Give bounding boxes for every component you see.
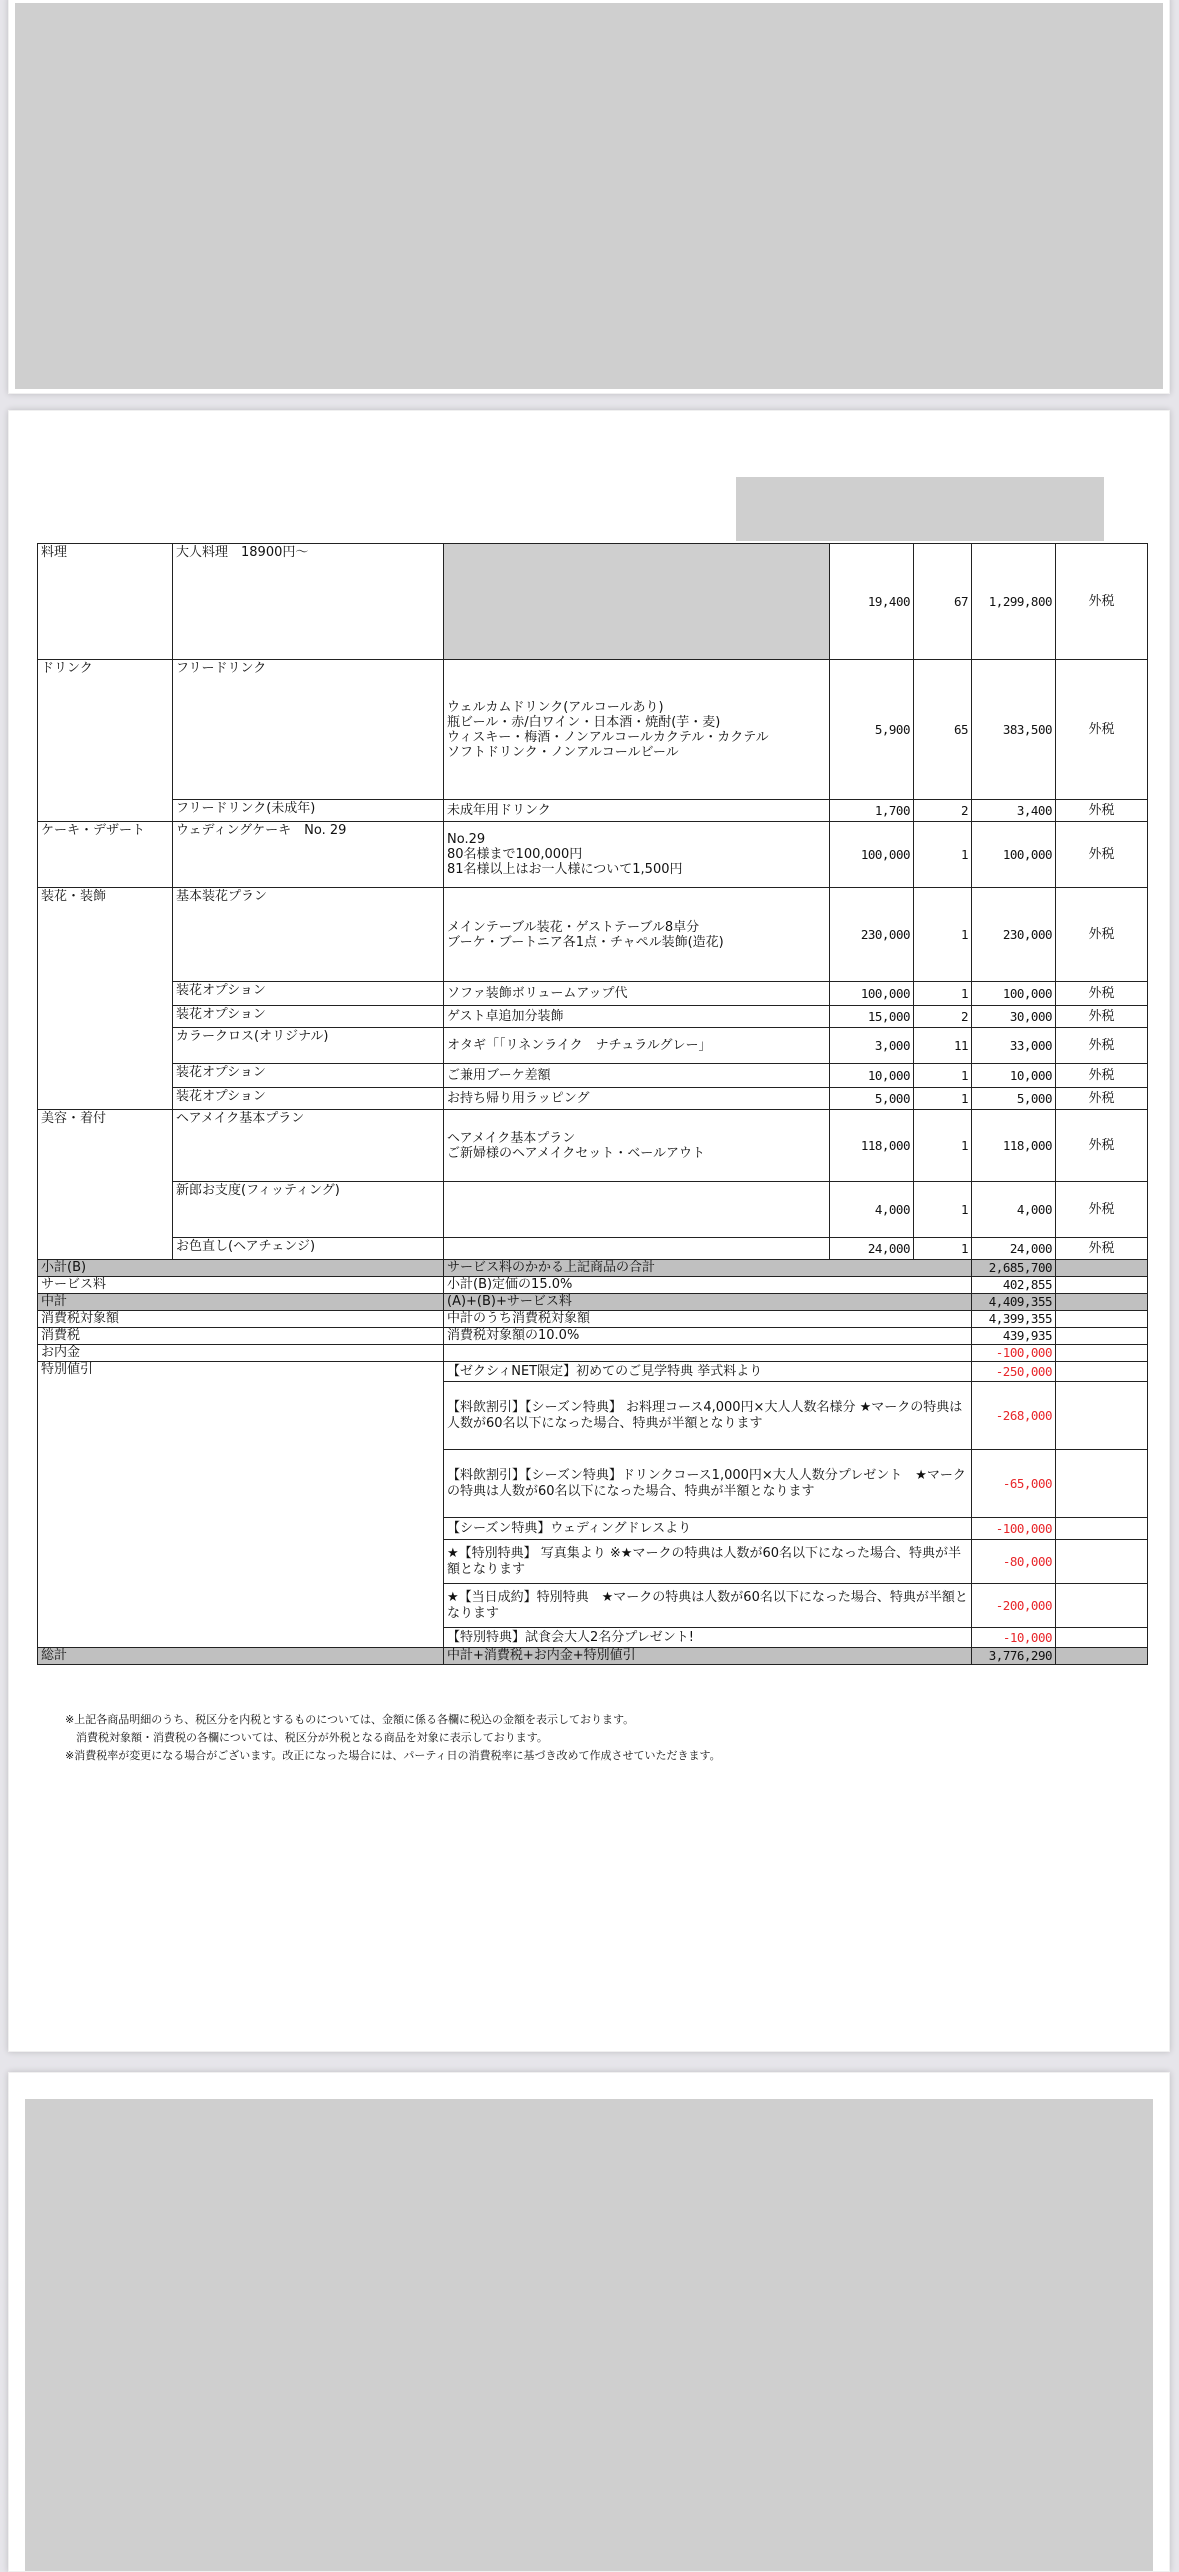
tax-type-cell: 外税 — [1056, 888, 1148, 982]
summary-row — [38, 1294, 1148, 1311]
discount-label: 特別値引 — [38, 1362, 444, 1648]
unit-price-cell: 100,000 — [830, 982, 914, 1006]
unit-price-cell: 1,700 — [830, 800, 914, 822]
tax-type-cell: 外税 — [1056, 660, 1148, 800]
quantity-cell: 2 — [914, 1006, 972, 1028]
amount-cell: 100,000 — [972, 822, 1056, 888]
discount-blank — [1056, 1540, 1148, 1584]
discount-amount: -268,000 — [972, 1382, 1056, 1450]
summary-amount: 4,409,355 — [972, 1294, 1056, 1311]
item-name-cell: カラークロス(オリジナル) — [173, 1028, 444, 1064]
amount-cell: 4,000 — [972, 1182, 1056, 1238]
description-cell: ウェルカムドリンク(アルコールあり) 瓶ビール・赤/白ワイン・日本酒・焼酎(芋・麦) ウィスキー・梅酒・ノンアルコールカクテル・カクテル ソフトドリンク・ノンアルコールビール — [444, 660, 830, 800]
summary-amount: 4,399,355 — [972, 1311, 1056, 1328]
summary-amount: 2,685,700 — [972, 1260, 1056, 1277]
summary-blank — [1056, 1277, 1148, 1294]
unit-price-cell: 3,000 — [830, 1028, 914, 1064]
redacted-region — [15, 3, 1163, 389]
total-row — [38, 1648, 1148, 1665]
description-cell: ソファ装飾ボリュームアップ代 — [444, 982, 830, 1006]
description-cell: ご兼用ブーケ差額 — [444, 1064, 830, 1088]
line-item-row — [38, 800, 1148, 822]
summary-row — [38, 1277, 1148, 1294]
amount-cell: 118,000 — [972, 1110, 1056, 1182]
footnote: ※消費税率が変更になる場合がございます。改正になった場合には、パーティ日の消費税率に基づき改めて作成させていただきます。 — [65, 1749, 721, 1762]
total-label: 総計 — [38, 1648, 444, 1665]
discount-blank — [1056, 1628, 1148, 1648]
summary-label: 小計(B) — [38, 1260, 444, 1277]
discount-amount: -65,000 — [972, 1450, 1056, 1518]
discount-description: ★【当日成約】特別特典 ★マークの特典は人数が60名以下になった場合、特典が半額となります — [444, 1584, 972, 1628]
description-cell: メインテーブル装花・ゲストテーブル8卓分 ブーケ・ブートニア各1点・チャペル装飾(造花) — [444, 888, 830, 982]
item-name-cell: 装花オプション — [173, 1064, 444, 1088]
discount-amount: -200,000 — [972, 1584, 1056, 1628]
line-item-row — [38, 1110, 1148, 1182]
quantity-cell: 67 — [914, 544, 972, 660]
item-name-cell: 装花オプション — [173, 1088, 444, 1110]
description-cell: 未成年用ドリンク — [444, 800, 830, 822]
discount-amount: -250,000 — [972, 1362, 1056, 1382]
discount-row — [38, 1362, 1148, 1382]
quantity-cell: 2 — [914, 800, 972, 822]
category-cell: 装花・装飾 — [38, 888, 173, 1110]
tax-type-cell: 外税 — [1056, 1028, 1148, 1064]
summary-description: 消費税対象額の10.0% — [444, 1328, 972, 1345]
summary-blank — [1056, 1294, 1148, 1311]
summary-label: 中計 — [38, 1294, 444, 1311]
tax-type-cell: 外税 — [1056, 1238, 1148, 1260]
summary-label: 消費税 — [38, 1328, 444, 1345]
quantity-cell: 1 — [914, 1182, 972, 1238]
unit-price-cell: 230,000 — [830, 888, 914, 982]
amount-cell: 24,000 — [972, 1238, 1056, 1260]
tax-type-cell: 外税 — [1056, 1110, 1148, 1182]
summary-description: 中計のうち消費税対象額 — [444, 1311, 972, 1328]
item-name-cell: ヘアメイク基本プラン — [173, 1110, 444, 1182]
unit-price-cell: 15,000 — [830, 1006, 914, 1028]
item-name-cell: 基本装花プラン — [173, 888, 444, 982]
line-item-row — [38, 888, 1148, 982]
line-item-row — [38, 982, 1148, 1006]
tax-type-cell: 外税 — [1056, 822, 1148, 888]
unit-price-cell: 4,000 — [830, 1182, 914, 1238]
summary-blank — [1056, 1311, 1148, 1328]
quantity-cell: 1 — [914, 1110, 972, 1182]
category-cell: 美容・着付 — [38, 1110, 173, 1260]
estimate-table — [37, 543, 1148, 1665]
quantity-cell: 1 — [914, 982, 972, 1006]
tax-type-cell: 外税 — [1056, 544, 1148, 660]
summary-amount: 402,855 — [972, 1277, 1056, 1294]
summary-description — [444, 1345, 972, 1362]
line-item-row — [38, 822, 1148, 888]
quantity-cell: 1 — [914, 1088, 972, 1110]
footnote: 消費税対象額・消費税の各欄については、税区分が外税となる商品を対象に表示しております。 — [65, 1731, 548, 1744]
unit-price-cell: 5,900 — [830, 660, 914, 800]
total-description: 中計+消費税+お内金+特別値引 — [444, 1648, 972, 1665]
tax-type-cell: 外税 — [1056, 800, 1148, 822]
quantity-cell: 65 — [914, 660, 972, 800]
item-name-cell: お色直し(ヘアチェンジ) — [173, 1238, 444, 1260]
next-page — [8, 2072, 1170, 2572]
total-amount: 3,776,290 — [972, 1648, 1056, 1665]
quantity-cell: 1 — [914, 822, 972, 888]
footnotes — [65, 1711, 721, 1765]
unit-price-cell: 118,000 — [830, 1110, 914, 1182]
tax-type-cell: 外税 — [1056, 1006, 1148, 1028]
unit-price-cell: 24,000 — [830, 1238, 914, 1260]
line-item-row — [38, 1238, 1148, 1260]
quantity-cell: 11 — [914, 1028, 972, 1064]
summary-description: サービス料のかかる上記商品の合計 — [444, 1260, 972, 1277]
discount-amount: -100,000 — [972, 1518, 1056, 1540]
quantity-cell: 1 — [914, 1064, 972, 1088]
total-blank — [1056, 1648, 1148, 1665]
quantity-cell: 1 — [914, 888, 972, 982]
estimate-page — [8, 410, 1170, 2052]
line-item-row — [38, 1182, 1148, 1238]
line-item-row — [38, 1006, 1148, 1028]
category-cell: ドリンク — [38, 660, 173, 822]
discount-description: 【料飲割引】【シーズン特典】ドリンクコース1,000円×大人人数分プレゼント ★マークの特典は人数が60名以下になった場合、特典が半額となります — [444, 1450, 972, 1518]
description-cell: No.29 80名様まで100,000円 81名様以上はお一人様について1,500円 — [444, 822, 830, 888]
amount-cell: 10,000 — [972, 1064, 1056, 1088]
discount-description: ★【特別特典】 写真集より ※★マークの特典は人数が60名以下になった場合、特典が半額となります — [444, 1540, 972, 1584]
line-item-row — [38, 1088, 1148, 1110]
summary-row — [38, 1311, 1148, 1328]
footnote: ※上記各商品明細のうち、税区分を内税とするものについては、金額に係る各欄に税込の金額を表示しております。 — [65, 1713, 635, 1726]
tax-type-cell: 外税 — [1056, 1064, 1148, 1088]
amount-cell: 30,000 — [972, 1006, 1056, 1028]
unit-price-cell: 10,000 — [830, 1064, 914, 1088]
tax-type-cell: 外税 — [1056, 1182, 1148, 1238]
amount-cell: 1,299,800 — [972, 544, 1056, 660]
summary-amount: -100,000 — [972, 1345, 1056, 1362]
item-name-cell: 装花オプション — [173, 1006, 444, 1028]
summary-blank — [1056, 1328, 1148, 1345]
description-cell — [444, 1238, 830, 1260]
unit-price-cell: 100,000 — [830, 822, 914, 888]
discount-description: 【特別特典】試食会大人2名分プレゼント! — [444, 1628, 972, 1648]
summary-blank — [1056, 1260, 1148, 1277]
description-cell: ヘアメイク基本プラン ご新婦様のヘアメイクセット・ベールアウト — [444, 1110, 830, 1182]
discount-blank — [1056, 1584, 1148, 1628]
summary-label: 消費税対象額 — [38, 1311, 444, 1328]
redacted-header — [736, 477, 1104, 541]
tax-type-cell: 外税 — [1056, 982, 1148, 1006]
summary-description: 小計(B)定価の15.0% — [444, 1277, 972, 1294]
summary-blank — [1056, 1345, 1148, 1362]
unit-price-cell: 19,400 — [830, 544, 914, 660]
description-cell: お持ち帰り用ラッピング — [444, 1088, 830, 1110]
category-cell: 料理 — [38, 544, 173, 660]
item-name-cell: 大人料理 18900円～ — [173, 544, 444, 660]
discount-description: 【ゼクシィNET限定】初めてのご見学特典 挙式料より — [444, 1362, 972, 1382]
discount-amount: -80,000 — [972, 1540, 1056, 1584]
line-item-row — [38, 1028, 1148, 1064]
summary-description: (A)+(B)+サービス料 — [444, 1294, 972, 1311]
summary-amount: 439,935 — [972, 1328, 1056, 1345]
item-name-cell: フリードリンク(未成年) — [173, 800, 444, 822]
discount-amount: -10,000 — [972, 1628, 1056, 1648]
description-cell: オタギ「「リネンライク ナチュラルグレー」 — [444, 1028, 830, 1064]
quantity-cell: 1 — [914, 1238, 972, 1260]
item-name-cell: 装花オプション — [173, 982, 444, 1006]
discount-blank — [1056, 1518, 1148, 1540]
summary-label: サービス料 — [38, 1277, 444, 1294]
summary-row — [38, 1345, 1148, 1362]
discount-description: 【料飲割引】【シーズン特典】 お料理コース4,000円×大人人数名様分 ★マークの特典は人数が60名以下になった場合、特典が半額となります — [444, 1382, 972, 1450]
amount-cell: 383,500 — [972, 660, 1056, 800]
category-cell: ケーキ・デザート — [38, 822, 173, 888]
amount-cell: 5,000 — [972, 1088, 1056, 1110]
summary-label: お内金 — [38, 1345, 444, 1362]
discount-blank — [1056, 1450, 1148, 1518]
discount-description: 【シーズン特典】ウェディングドレスより — [444, 1518, 972, 1540]
amount-cell: 33,000 — [972, 1028, 1056, 1064]
discount-blank — [1056, 1382, 1148, 1450]
previous-page — [8, 0, 1170, 394]
amount-cell: 3,400 — [972, 800, 1056, 822]
unit-price-cell: 5,000 — [830, 1088, 914, 1110]
redacted-description-cell — [444, 544, 830, 660]
summary-row — [38, 1260, 1148, 1277]
summary-row — [38, 1328, 1148, 1345]
line-item-row — [38, 1064, 1148, 1088]
tax-type-cell: 外税 — [1056, 1088, 1148, 1110]
amount-cell: 230,000 — [972, 888, 1056, 982]
amount-cell: 100,000 — [972, 982, 1056, 1006]
description-cell — [444, 1182, 830, 1238]
line-item-row — [38, 660, 1148, 800]
description-cell: ゲスト卓追加分装飾 — [444, 1006, 830, 1028]
item-name-cell: フリードリンク — [173, 660, 444, 800]
item-name-cell: 新郎お支度(フィッティング) — [173, 1182, 444, 1238]
item-name-cell: ウェディングケーキ No. 29 — [173, 822, 444, 888]
discount-blank — [1056, 1362, 1148, 1382]
redacted-region — [25, 2099, 1153, 2571]
line-item-row — [38, 544, 1148, 660]
